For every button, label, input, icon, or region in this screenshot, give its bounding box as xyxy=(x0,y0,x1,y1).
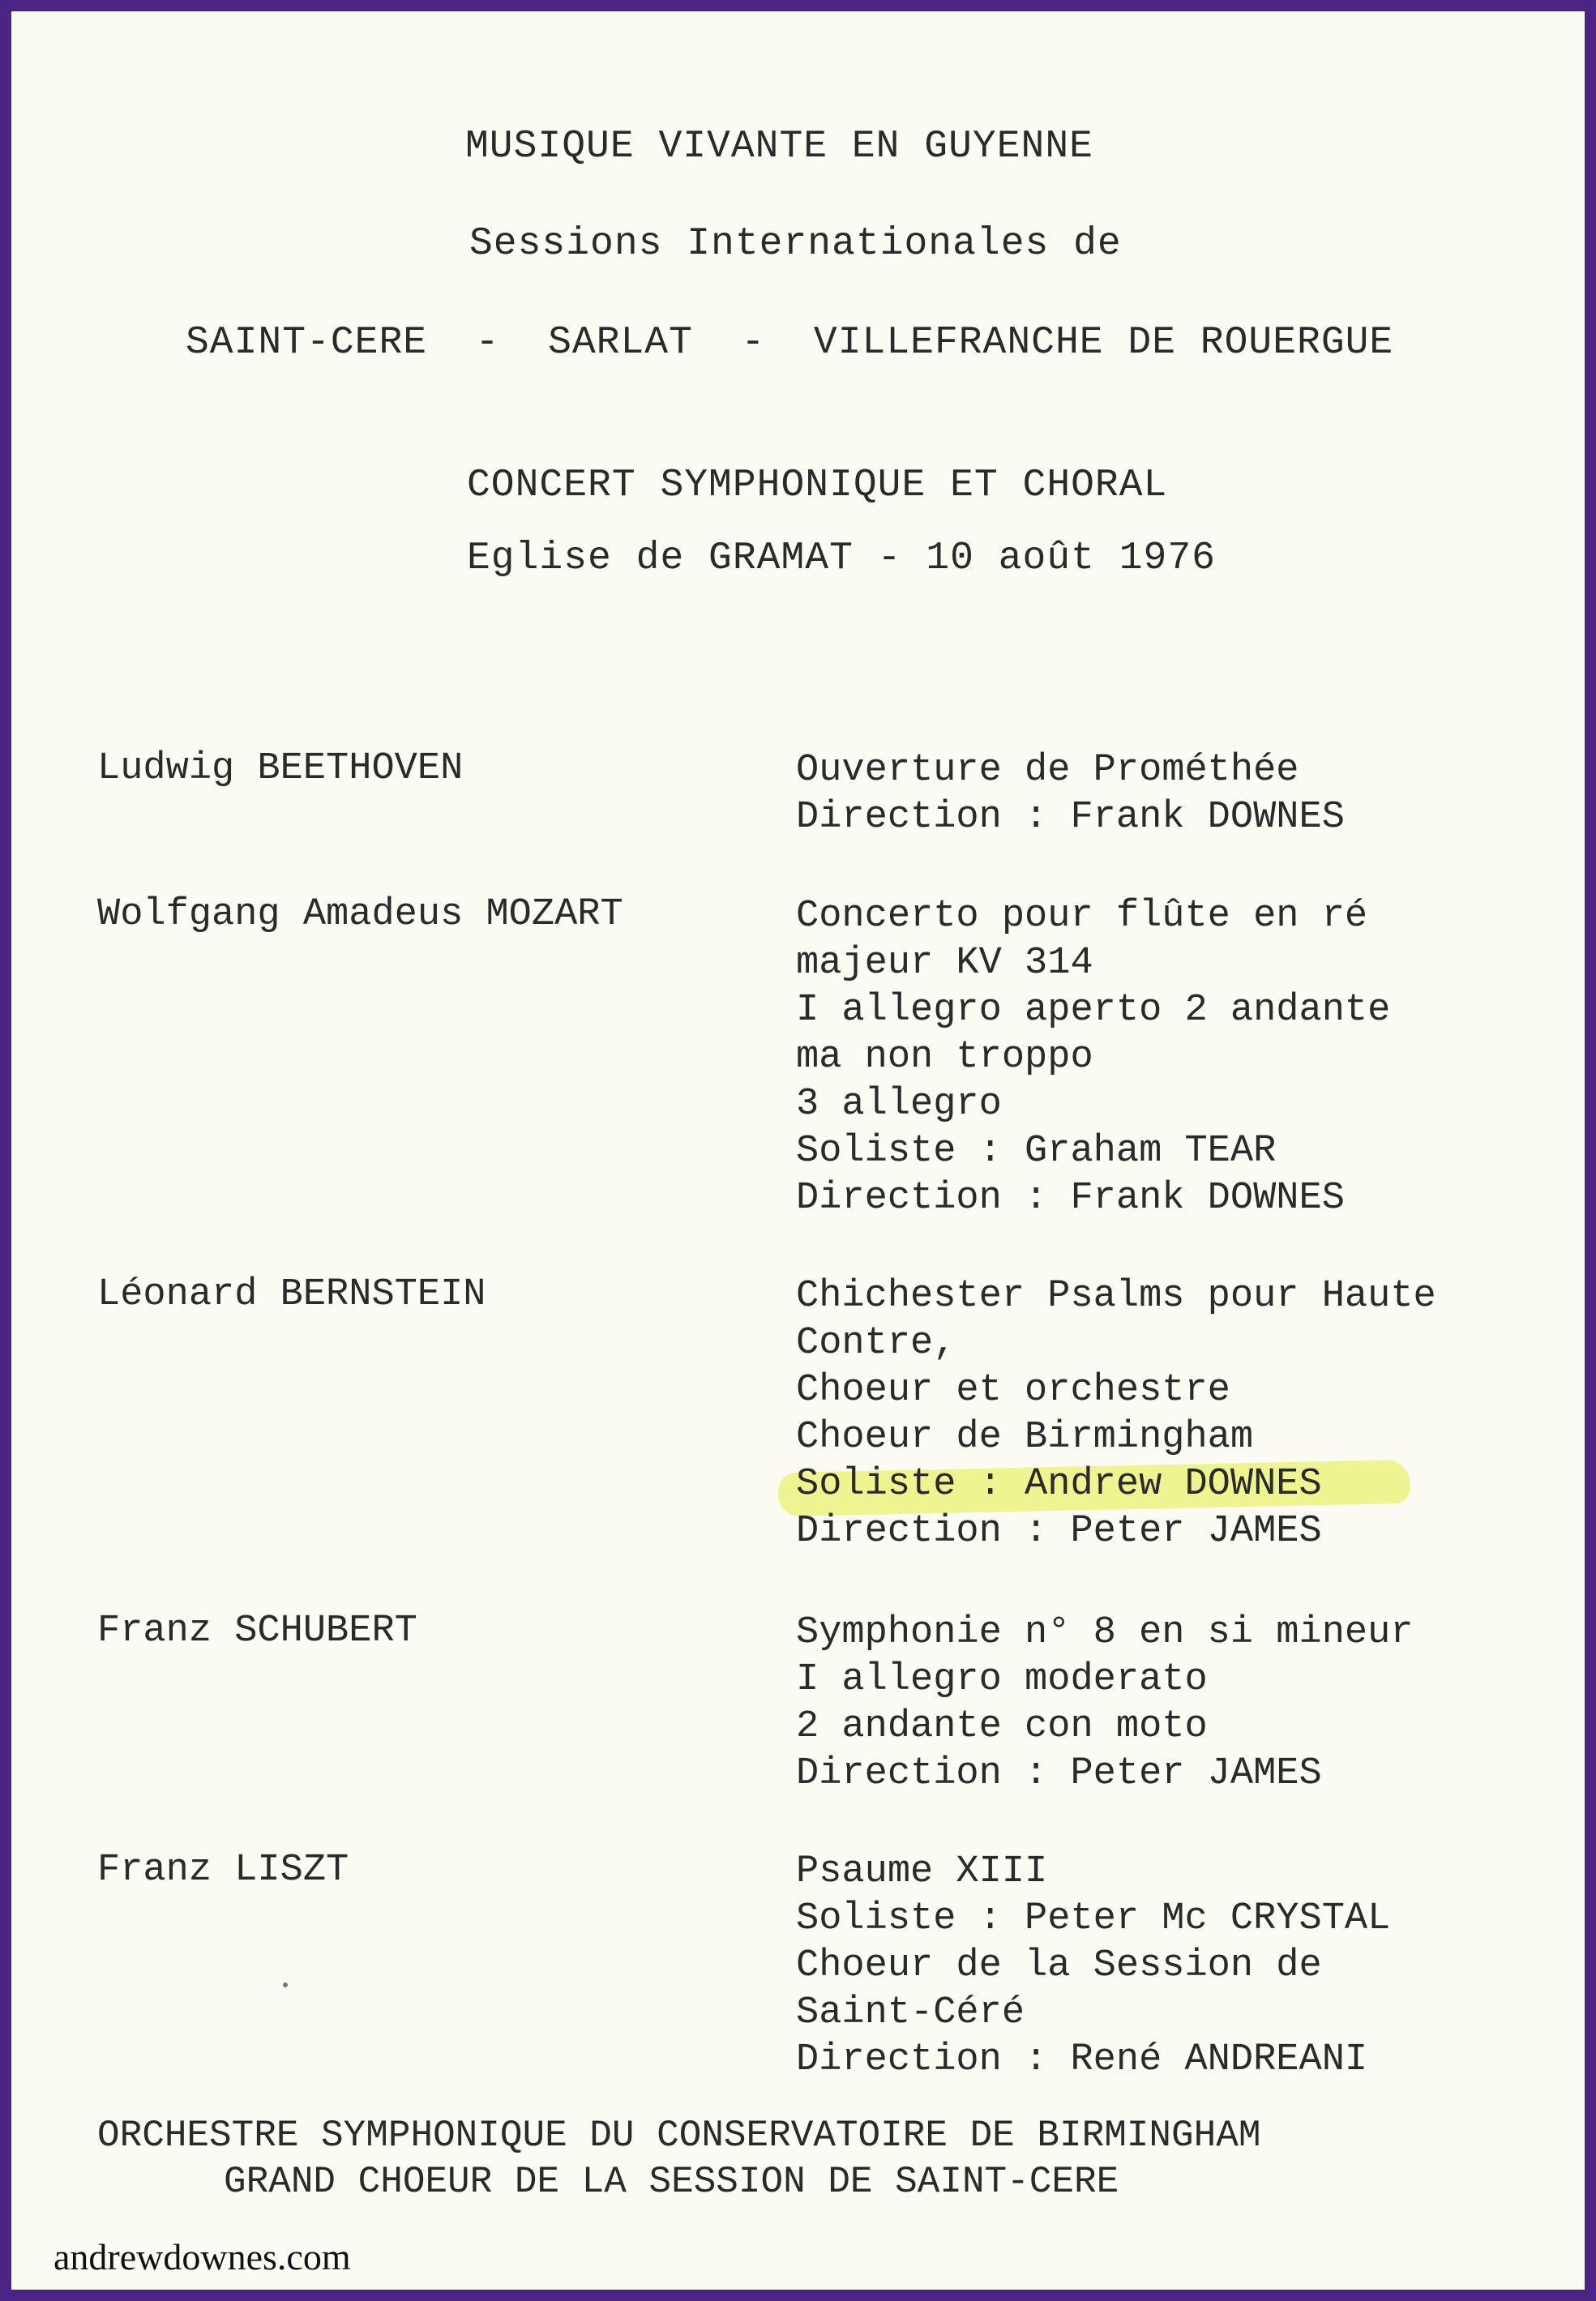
work-details xyxy=(796,747,1345,841)
work-detail-text: Choeur et orchestre xyxy=(796,1369,1230,1412)
composer-name: Léonard BERNSTEIN xyxy=(97,1273,486,1316)
composer-name: Wolfgang Amadeus MOZART xyxy=(97,893,623,936)
work-detail-text: Choeur de la Session de xyxy=(796,1944,1322,1987)
work-detail-line xyxy=(796,1704,1414,1751)
sessions-subtitle: Sessions Internationales de xyxy=(469,222,1122,266)
work-detail-text: Direction : Peter JAMES xyxy=(796,1510,1322,1553)
work-detail-line xyxy=(796,1081,1390,1128)
composer-name: Franz LISZT xyxy=(97,1849,349,1892)
work-detail-text: Direction : Peter JAMES xyxy=(796,1752,1322,1795)
work-detail-line xyxy=(796,1461,1436,1508)
work-detail-text: I allegro moderato xyxy=(796,1658,1208,1701)
work-detail-line xyxy=(796,940,1390,987)
website-watermark: andrewdownes.com xyxy=(53,2236,351,2277)
work-detail-text: Ouverture de Prométhée xyxy=(796,749,1299,792)
concert-venue-date: Eglise de GRAMAT - 10 août 1976 xyxy=(467,537,1216,580)
work-detail-text: Direction : Frank DOWNES xyxy=(796,796,1345,839)
work-detail-text: Saint-Céré xyxy=(796,1991,1025,2034)
work-detail-line xyxy=(796,1508,1436,1555)
festival-title: MUSIQUE VIVANTE EN GUYENNE xyxy=(465,125,1093,169)
work-details xyxy=(796,1273,1436,1555)
work-detail-line xyxy=(796,1273,1436,1320)
work-detail-text: Concerto pour flûte en ré xyxy=(796,895,1368,938)
work-detail-text: majeur KV 314 xyxy=(796,942,1093,985)
work-details xyxy=(796,1610,1414,1798)
work-details xyxy=(796,1849,1390,2084)
work-detail-line xyxy=(796,1128,1390,1175)
work-detail-text: Contre, xyxy=(796,1322,956,1365)
concert-title: CONCERT SYMPHONIQUE ET CHORAL xyxy=(467,464,1168,507)
work-detail-line xyxy=(796,1320,1436,1367)
work-detail-line xyxy=(796,987,1390,1034)
work-detail-line xyxy=(796,1367,1436,1414)
work-detail-text: Direction : Frank DOWNES xyxy=(796,1177,1345,1220)
paper-speck xyxy=(283,1982,288,1987)
work-detail-line xyxy=(796,1943,1390,1990)
work-detail-text: Soliste : Graham TEAR xyxy=(796,1130,1277,1173)
work-detail-text: Symphonie n° 8 en si mineur xyxy=(796,1611,1414,1654)
venues-line: SAINT-CERE - SARLAT - VILLEFRANCHE DE ROUERGUE xyxy=(186,321,1394,365)
composer-name: Franz SCHUBERT xyxy=(97,1610,417,1653)
orchestra-credit: ORCHESTRE SYMPHONIQUE DU CONSERVATOIRE DE BIRMINGHAM xyxy=(97,2115,1261,2157)
work-details xyxy=(796,893,1390,1222)
work-detail-text: Soliste : Peter Mc CRYSTAL xyxy=(796,1897,1391,1940)
work-detail-line xyxy=(796,1896,1390,1943)
work-detail-line xyxy=(796,794,1345,841)
choir-credit: GRAND CHOEUR DE LA SESSION DE SAINT-CERE xyxy=(224,2161,1119,2203)
composer-name: Ludwig BEETHOVEN xyxy=(97,747,464,790)
work-detail-text: Choeur de Birmingham xyxy=(796,1416,1254,1459)
work-detail-text: Chichester Psalms pour Haute xyxy=(796,1275,1436,1318)
work-detail-line xyxy=(796,1657,1414,1704)
work-detail-line xyxy=(796,747,1345,794)
work-detail-line xyxy=(796,1849,1390,1896)
work-detail-line xyxy=(796,1610,1414,1657)
work-detail-line xyxy=(796,1034,1390,1081)
work-detail-text: 3 allegro xyxy=(796,1083,1002,1126)
work-detail-text: Psaume XIII xyxy=(796,1850,1048,1893)
work-detail-text: I allegro aperto 2 andante xyxy=(796,989,1391,1032)
work-detail-line xyxy=(796,893,1390,940)
work-detail-line xyxy=(796,1751,1414,1798)
work-detail-text: ma non troppo xyxy=(796,1036,1093,1079)
work-detail-line xyxy=(796,2037,1390,2084)
work-detail-line xyxy=(796,1414,1436,1461)
work-detail-text: Soliste : Andrew DOWNES xyxy=(796,1463,1322,1506)
work-detail-text: Direction : René ANDREANI xyxy=(796,2038,1368,2081)
work-detail-text: 2 andante con moto xyxy=(796,1705,1208,1748)
work-detail-line xyxy=(796,1990,1390,2037)
work-detail-line xyxy=(796,1175,1390,1222)
